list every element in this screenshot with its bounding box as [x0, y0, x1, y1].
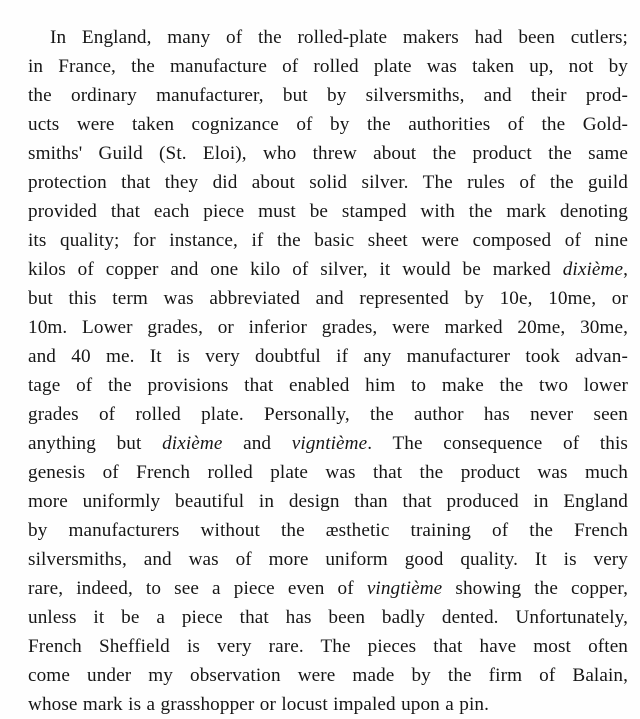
- text-line-3: the ordinary manufacturer, but by silversmiths, and their prod-: [28, 85, 628, 106]
- text-line-15-mid: and: [222, 433, 292, 454]
- text-line-13: tage of the provisions that enabled him to make the two lower: [28, 375, 628, 396]
- text-line-18: by manufacturers without the æsthetic training of the French: [28, 520, 628, 541]
- text-line-15-start: anything but: [28, 433, 163, 454]
- text-line-1: In England, many of the rolled-plate makers had been cutlers;: [50, 27, 628, 48]
- text-line-20: [28, 574, 628, 603]
- italic-term-vingtieme: vingtième: [366, 578, 443, 599]
- text-line-6: protection that they did about solid silver. The rules of the guild: [28, 172, 628, 193]
- text-line-14: grades of rolled plate. Personally, the author has never seen: [28, 404, 628, 425]
- text-line-4: ucts were taken cognizance of by the authorities of the Gold-: [28, 114, 628, 135]
- text-line-8: its quality; for instance, if the basic sheet were composed of nine: [28, 230, 628, 251]
- text-line-23: come under my observation were made by the firm of Balain,: [28, 665, 628, 686]
- text-line-10: but this term was abbreviated and represented by 10e, 10me, or: [28, 288, 628, 309]
- text-line-7: provided that each piece must be stamped with the mark denoting: [28, 201, 628, 222]
- text-line-12: and 40 me. It is very doubtful if any manufacturer took advan-: [28, 346, 628, 367]
- text-line-9-end: ,: [623, 259, 628, 280]
- text-line-9-start: kilos of copper and one kilo of silver, it would be marked: [28, 259, 563, 280]
- text-line-5: smiths' Guild (St. Eloi), who threw about the product the same: [28, 143, 628, 164]
- text-line-20-end: showing the copper,: [442, 578, 628, 599]
- italic-term-dixieme: dixième: [562, 259, 624, 280]
- text-line-16: genesis of French rolled plate was that the product was much: [28, 462, 628, 483]
- text-line-11: 10m. Lower grades, or inferior grades, were marked 20me, 30me,: [28, 317, 628, 338]
- text-line-24: whose mark is a grasshopper or locust impaled upon a pin.: [28, 694, 489, 715]
- text-line-21: unless it be a piece that has been badly dented. Unfortunately,: [28, 607, 628, 628]
- italic-term-vigntieme: vigntième: [291, 433, 368, 454]
- text-line-20-start: rare, indeed, to see a piece even of: [28, 578, 367, 599]
- text-line-15-end: . The consequence of this: [367, 433, 628, 454]
- text-line-9: [28, 255, 628, 284]
- text-line-22: French Sheffield is very rare. The pieces that have most often: [28, 636, 628, 657]
- text-line-17: more uniformly beautiful in design than that produced in England: [28, 491, 628, 512]
- text-line-2: in France, the manufacture of rolled plate was taken up, not by: [28, 56, 628, 77]
- text-line-15: [28, 429, 628, 458]
- italic-term-dixieme-2: dixième: [162, 433, 223, 454]
- body-paragraph: [28, 23, 628, 719]
- text-line-19: silversmiths, and was of more uniform good quality. It is very: [28, 549, 628, 570]
